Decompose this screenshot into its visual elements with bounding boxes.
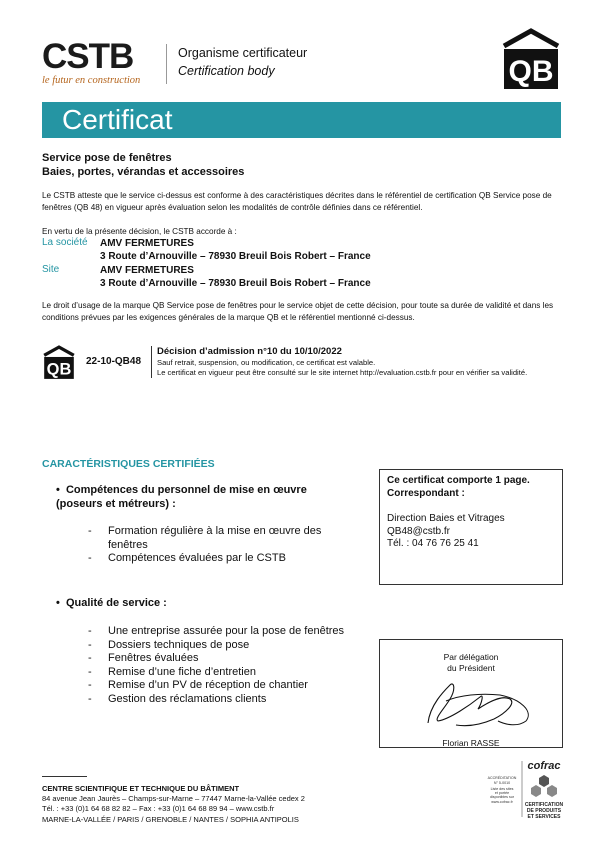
section-qualite-list bbox=[88, 625, 358, 706]
droit-line2: conditions prévues par les exigences générales de la marque QB et le référentiel mentionné ci-dessus. bbox=[42, 313, 415, 322]
banner-title: Certificat bbox=[62, 104, 173, 135]
section-competences-list bbox=[88, 525, 358, 566]
attestation-line2: fenêtres (QB 48) en vigueur après évaluation selon les modalités de contrôle définies dans ce référentiel. bbox=[42, 203, 423, 212]
signature-icon bbox=[410, 675, 550, 735]
contact-department: Direction Baies et Vitrages bbox=[387, 513, 505, 524]
cofrac-logo-icon bbox=[482, 755, 564, 824]
verification-note: Le certificat en vigueur peut être consulté sur le site internet http://evaluation.cstb.fr pour en vérifier sa validité. bbox=[157, 368, 528, 377]
cofrac-scope-line1: Liste des sites bbox=[490, 787, 514, 791]
attestation-line1: Le CSTB atteste que le service ci-dessus est conforme à des caractéristiques décrites dans le référentiel de certification QB Service pose de bbox=[42, 191, 552, 200]
list-item-text: Remise d’un PV de réception de chantier bbox=[108, 679, 308, 691]
site-name: AMV FERMETURES bbox=[100, 265, 194, 276]
attestation-text bbox=[42, 190, 562, 214]
list-item-text: Formation régulière à la mise en œuvre des fenêtres bbox=[108, 525, 322, 551]
signature-box bbox=[379, 639, 563, 748]
societe-name: AMV FERMETURES bbox=[100, 238, 194, 249]
droit-usage-text bbox=[42, 300, 564, 324]
svg-text:QB: QB bbox=[46, 360, 72, 379]
footer-address: 84 avenue Jean Jaurès – Champs-sur-Marne – 77447 Marne-la-Vallée cedex 2 bbox=[42, 794, 305, 804]
societe-label: La société bbox=[42, 237, 88, 248]
list-item: - Remise d’une fiche d’entretien bbox=[88, 665, 256, 678]
caracteristiques-title: CARACTÉRISTIQUES CERTIFIÉES bbox=[42, 458, 215, 470]
qb-logo-icon bbox=[500, 28, 562, 97]
certificat-banner bbox=[42, 102, 561, 138]
organisme-label-fr: Organisme certificateur bbox=[178, 46, 308, 60]
list-item: - Formation régulière à la mise en œuvre des fenêtres bbox=[88, 525, 322, 551]
list-item: - Gestion des réclamations clients bbox=[88, 692, 267, 705]
droit-line1: Le droit d’usage de la marque QB Service pose de fenêtres pour le service objet de cette décision, pour toute sa durée de validité et dans les bbox=[42, 301, 554, 310]
list-item-text: Dossiers techniques de pose bbox=[108, 638, 250, 651]
section-competences-heading bbox=[56, 484, 356, 511]
footer bbox=[42, 784, 305, 825]
list-item: - Une entreprise assurée pour la pose de fenêtres bbox=[88, 625, 345, 637]
page-count: Ce certificat comporte 1 page. bbox=[387, 475, 530, 486]
decision-block bbox=[157, 346, 527, 378]
bullet-icon: • bbox=[56, 484, 66, 496]
cofrac-accred-line2: N° 5-0010 bbox=[493, 781, 511, 785]
signatory-name: Florian RASSE bbox=[442, 738, 500, 748]
certificate-divider bbox=[151, 346, 152, 378]
decision-intro: En vertu de la présente décision, le CSTB accorde à : bbox=[42, 227, 237, 236]
list-item-text: Compétences évaluées par le CSTB bbox=[108, 552, 286, 564]
organisme-label-en: Certification body bbox=[178, 64, 275, 78]
service-title-line2: Baies, portes, vérandas et accessoires bbox=[42, 166, 245, 178]
service-title-line1: Service pose de fenêtres bbox=[42, 152, 172, 164]
section-qualite-heading bbox=[56, 597, 167, 611]
contact-phone: Tél. : 04 76 76 25 41 bbox=[387, 538, 479, 549]
svg-text:QB: QB bbox=[508, 55, 554, 88]
correspondant-label: Correspondant : bbox=[387, 487, 465, 499]
footer-divider bbox=[42, 776, 87, 777]
delegation-line1: Par délégation bbox=[443, 652, 499, 662]
section-qualite-line1 bbox=[56, 597, 167, 611]
footer-title: CENTRE SCIENTIFIQUE ET TECHNIQUE DU BÂTIMENT bbox=[42, 784, 240, 793]
section-competences-line2: (poseurs et métreurs) : bbox=[56, 497, 176, 510]
section-qualite-text: Qualité de service : bbox=[65, 597, 167, 609]
service-title bbox=[42, 151, 244, 179]
cstb-logo-tagline: le futur en construction bbox=[42, 75, 141, 86]
list-item: - Compétences évaluées par le CSTB bbox=[88, 552, 286, 564]
delegation-text bbox=[380, 652, 562, 674]
list-item: - Dossiers techniques de pose bbox=[88, 638, 250, 651]
cstb-logo-word: CSTB bbox=[42, 37, 134, 76]
info-box bbox=[379, 469, 563, 585]
footer-contact: Tél. : +33 (0)1 64 68 82 82 – Fax : +33 (0)1 64 68 89 94 – www.cstb.fr bbox=[42, 804, 275, 814]
cofrac-name: cofrac bbox=[527, 760, 561, 772]
site-address: 3 Route d’Arnouville – 78930 Breuil Bois Robert – France bbox=[100, 278, 371, 289]
list-item: - Fenêtres évaluées bbox=[88, 652, 199, 664]
header-divider bbox=[166, 44, 167, 84]
delegation-line2: du Président bbox=[447, 663, 495, 673]
decision-number: Décision d’admission n°10 du 10/10/2022 bbox=[157, 346, 342, 357]
cofrac-accred-line1: ACCRÉDITATION bbox=[487, 776, 517, 780]
site-value bbox=[100, 264, 371, 290]
list-item-text: Remise d’une fiche d’entretien bbox=[108, 665, 256, 678]
societe-address: 3 Route d’Arnouville – 78930 Breuil Bois Robert – France bbox=[100, 251, 371, 262]
bullet-icon: • bbox=[56, 597, 66, 609]
section-competences-text1: Compétences du personnel de mise en œuvre bbox=[65, 484, 307, 496]
cofrac-scope-line3: disponibles sur bbox=[490, 795, 514, 799]
cofrac-cat-line3: ET SERVICES bbox=[527, 814, 561, 819]
cofrac-site: www.cofrac.fr bbox=[491, 800, 513, 804]
footer-cities: MARNE-LA-VALLÉE / PARIS / GRENOBLE / NANTES / SOPHIA ANTIPOLIS bbox=[42, 814, 299, 824]
section-competences-line1 bbox=[56, 484, 356, 498]
cstb-logo bbox=[42, 37, 141, 86]
list-item-text: Une entreprise assurée pour la pose de fenêtres bbox=[108, 625, 345, 637]
list-item-text: Fenêtres évaluées bbox=[108, 652, 199, 664]
list-item-text: Gestion des réclamations clients bbox=[108, 692, 267, 705]
cofrac-scope-line2: et portée bbox=[494, 791, 510, 795]
validity-note: Sauf retrait, suspension, ou modification, ce certificat est valable. bbox=[157, 358, 376, 367]
certificate-code: 22-10-QB48 bbox=[86, 356, 142, 367]
contact-email: QB48@cstb.fr bbox=[387, 525, 450, 537]
cofrac-cat-line2: DE PRODUITS bbox=[526, 808, 562, 814]
qb-small-logo-icon bbox=[42, 345, 76, 386]
cofrac-cat-line1: CERTIFICATION bbox=[524, 802, 564, 808]
societe-value bbox=[100, 237, 371, 263]
list-item: - Remise d’un PV de réception de chantier bbox=[88, 679, 308, 691]
site-label: Site bbox=[42, 264, 60, 275]
